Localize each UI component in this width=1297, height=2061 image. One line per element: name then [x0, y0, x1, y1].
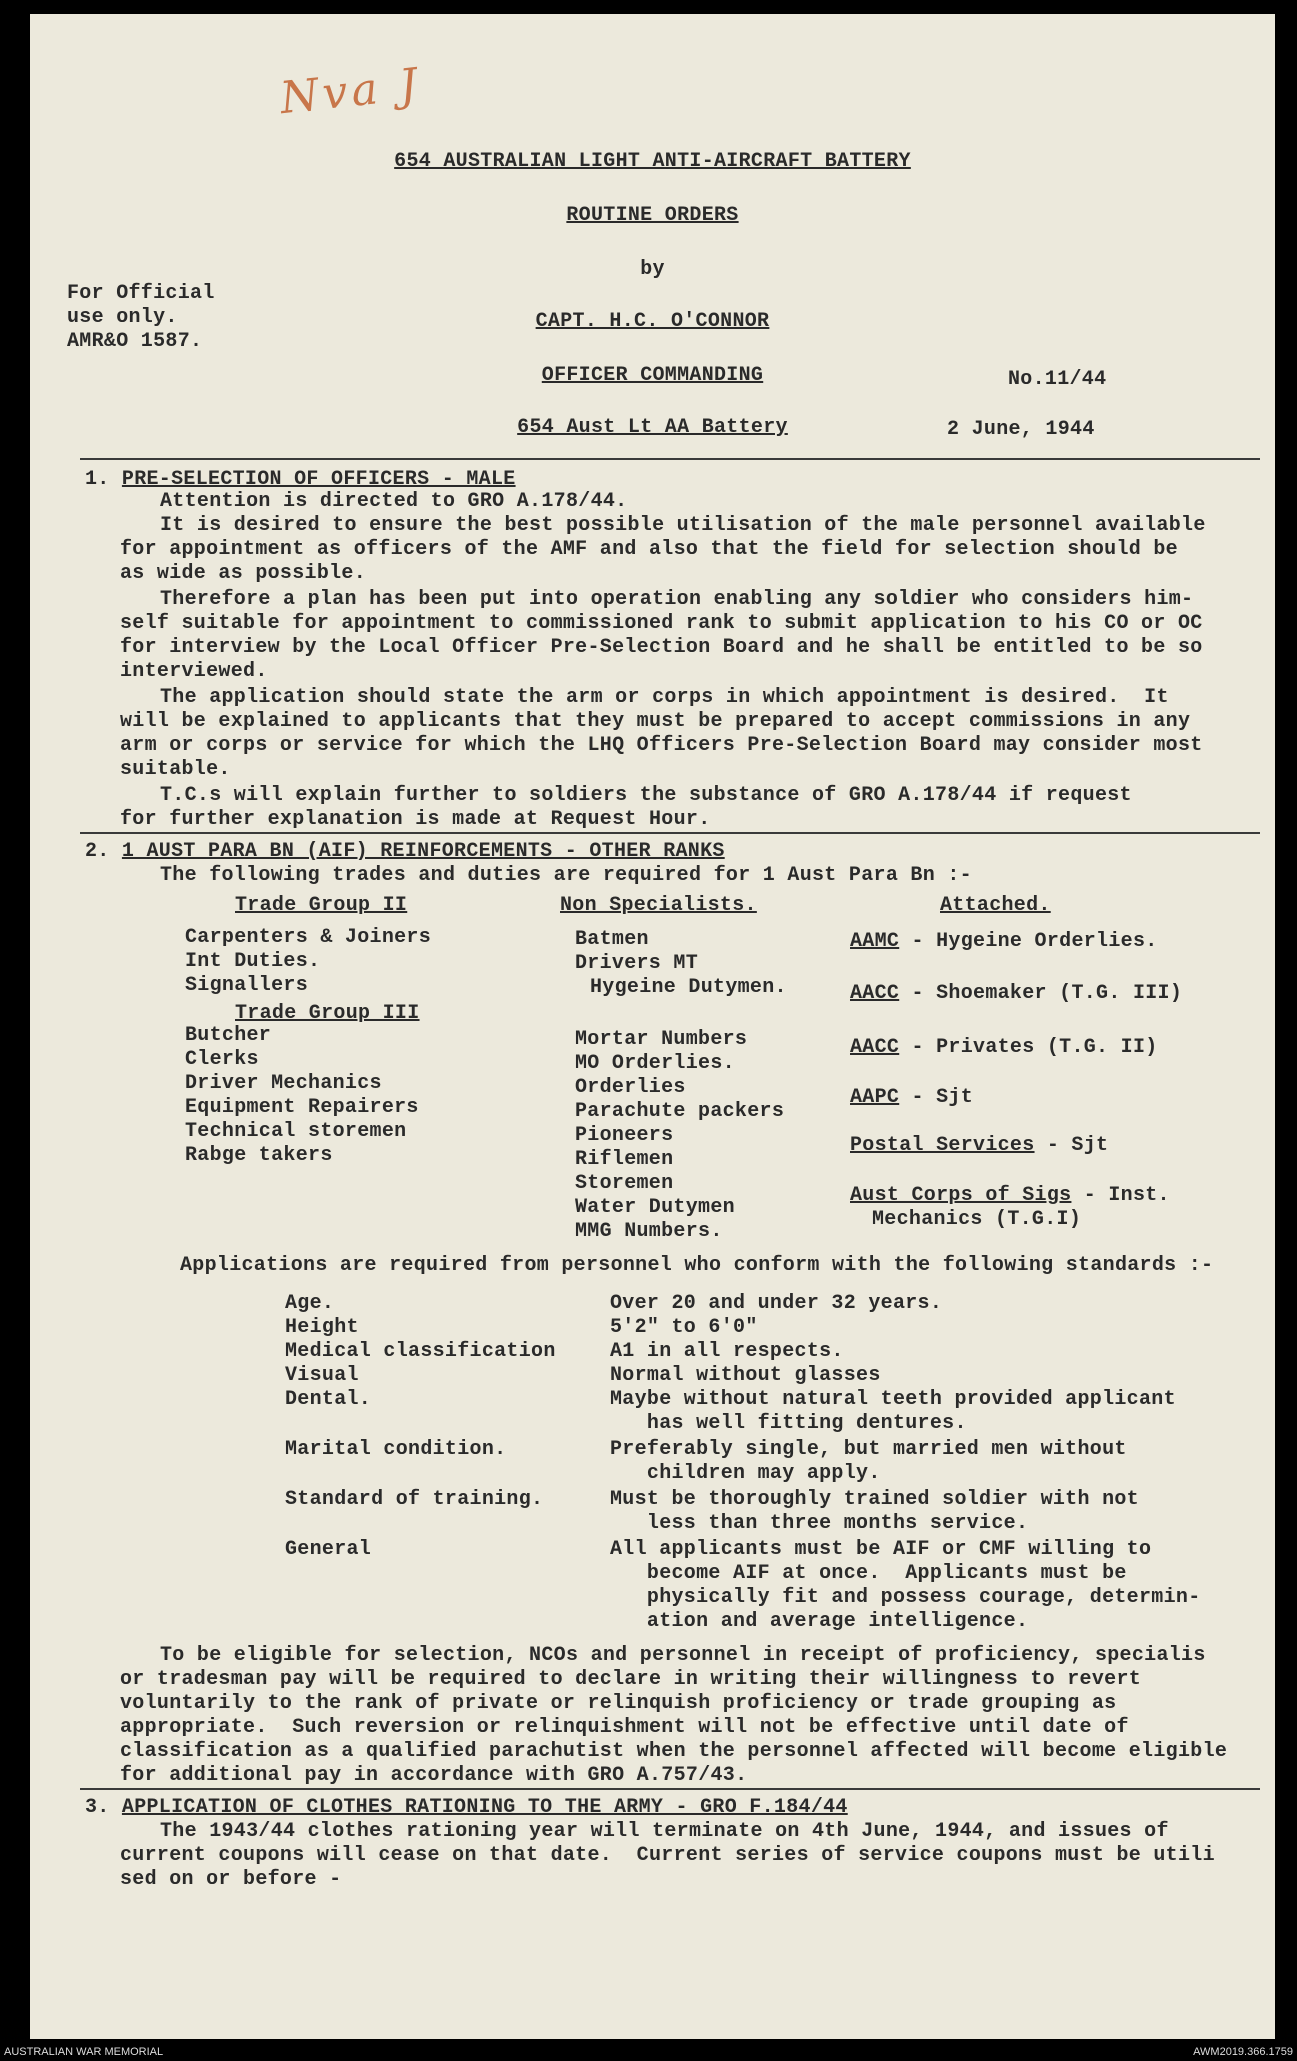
attached-desc: - Shoemaker (T.G. III) — [899, 982, 1183, 1005]
duty-item: Hygeine Dutymen. — [590, 976, 787, 999]
section-1-line: It is desired to ensure the best possible utilisation of the male personnel available — [160, 514, 1206, 537]
section-1-heading: 1. PRE-SELECTION OF OFFICERS - MALE — [85, 468, 516, 491]
divider — [80, 832, 1260, 834]
order-date: 2 June, 1944 — [947, 418, 1095, 441]
section-3-line: current coupons will cease on that date. Current series of service coupons must be utili — [120, 1844, 1215, 1867]
attached-desc: - Sjt — [1034, 1134, 1109, 1157]
attached-corps: AAMC — [850, 930, 900, 953]
standard-value: Must be thoroughly trained soldier with not — [610, 1488, 1139, 1511]
footer-credit: AUSTRALIAN WAR MEMORIAL — [4, 2046, 164, 2058]
section-2-intro: The following trades and duties are required for 1 Aust Para Bn :- — [160, 864, 972, 887]
closing-line: voluntarily to the rank of private or relinquish proficiency or trade grouping as — [120, 1692, 1117, 1715]
duty-item: Batmen — [575, 928, 649, 951]
section-1-line: T.C.s will explain further to soldiers the substance of GRO A.178/44 if request — [160, 784, 1132, 807]
section-1-line: interviewed. — [120, 660, 268, 683]
attached-desc: - Sjt — [899, 1086, 974, 1109]
attached-item — [850, 982, 1182, 1006]
section-1-line: as wide as possible. — [120, 562, 367, 585]
standard-value: ation and average intelligence. — [610, 1610, 1029, 1633]
trade-item: Clerks — [185, 1048, 259, 1071]
trade-item: Signallers — [185, 974, 309, 997]
standard-value: physically fit and possess courage, determin- — [610, 1586, 1201, 1609]
unit-title: 654 AUSTRALIAN LIGHT ANTI-AIRCRAFT BATTERY — [394, 150, 911, 173]
section-1-line: suitable. — [120, 758, 231, 781]
standard-value: has well fitting dentures. — [610, 1412, 967, 1435]
section-3-heading-text: APPLICATION OF CLOTHES RATIONING TO THE ARMY - GRO F.184/44 — [121, 1796, 848, 1819]
order-number: No.11/44 — [1008, 368, 1107, 391]
duty-item: Storemen — [575, 1172, 674, 1195]
attached-desc: - Privates (T.G. II) — [899, 1036, 1158, 1059]
duty-item: MO Orderlies. — [575, 1052, 735, 1075]
section-1-line: self suitable for appointment to commissioned rank to submit application to his CO or OC — [120, 612, 1203, 635]
attached-corps: AACC — [850, 982, 900, 1005]
duty-item: Riflemen — [575, 1148, 674, 1171]
section-1-line: arm or corps or service for which the LHQ Officers Pre-Selection Board may consider most — [120, 734, 1203, 757]
duty-item: Pioneers — [575, 1124, 674, 1147]
routine-orders-title: ROUTINE ORDERS — [566, 204, 739, 227]
section-1-line: for further explanation is made at Request Hour. — [120, 808, 711, 831]
standard-key: Visual — [285, 1364, 359, 1387]
battery-name: 654 Aust Lt AA Battery — [517, 416, 788, 439]
attached-item — [850, 930, 1158, 954]
standard-value: A1 in all respects. — [610, 1340, 844, 1363]
attached-item — [850, 1036, 1158, 1060]
standard-value: Over 20 and under 32 years. — [610, 1292, 943, 1315]
standard-value: less than three months service. — [610, 1512, 1029, 1535]
section-1-line: Therefore a plan has been put into operation enabling any soldier who considers him- — [160, 588, 1194, 611]
document-page — [30, 14, 1275, 2039]
attached-desc: - Hygeine Orderlies. — [899, 930, 1158, 953]
standard-value: become AIF at once. Applicants must be — [610, 1562, 1127, 1585]
trade-item: Carpenters & Joiners — [185, 926, 432, 949]
standard-key: Standard of training. — [285, 1488, 544, 1511]
section-1-heading-text: PRE-SELECTION OF OFFICERS - MALE — [121, 468, 516, 491]
standard-key: Medical classification — [285, 1340, 556, 1363]
section-2-heading-text: 1 AUST PARA BN (AIF) REINFORCEMENTS - OTHER RANKS — [121, 840, 725, 863]
trade-item: Butcher — [185, 1024, 272, 1047]
attached-corps: Postal Services — [850, 1134, 1035, 1157]
section-1-line: for interview by the Local Officer Pre-Selection Board and he shall be entitled to be so — [120, 636, 1203, 659]
attached-heading: Attached. — [940, 894, 1051, 917]
section-1-line: will be explained to applicants that they must be prepared to accept commissions in any — [120, 710, 1191, 733]
standards-intro: Applications are required from personnel who conform with the following standards :- — [180, 1254, 1214, 1277]
duty-item: Mortar Numbers — [575, 1028, 748, 1051]
trade-group-ii-heading: Trade Group II — [235, 894, 408, 917]
duty-item: Drivers MT — [575, 952, 699, 975]
official-use-line-3: AMR&O 1587. — [67, 330, 203, 353]
closing-line: To be eligible for selection, NCOs and personnel in receipt of proficiency, specialis — [160, 1644, 1206, 1667]
duty-item: MMG Numbers. — [575, 1220, 723, 1243]
attached-item — [850, 1184, 1170, 1208]
standard-value: 5'2" to 6'0" — [610, 1316, 758, 1339]
handwritten-note: Nva J — [277, 58, 424, 125]
closing-line: classification as a qualified parachutist when the personnel affected will become eligible — [120, 1740, 1228, 1763]
section-1-line: for appointment as officers of the AMF and also that the field for selection should be — [120, 538, 1178, 561]
attached-item — [850, 1134, 1108, 1158]
official-use-line-2: use only. — [67, 306, 178, 329]
trade-item: Technical storemen — [185, 1120, 407, 1143]
duty-item: Water Dutymen — [575, 1196, 735, 1219]
standard-value: Preferably single, but married men without — [610, 1438, 1127, 1461]
divider — [80, 1788, 1260, 1790]
section-2-heading: 2. 1 AUST PARA BN (AIF) REINFORCEMENTS - OTHER RANKS — [85, 840, 725, 863]
officer-name: CAPT. H.C. O'CONNOR — [535, 310, 770, 333]
section-1-line: The application should state the arm or corps in which appointment is desired. It — [160, 686, 1169, 709]
standard-key: Dental. — [285, 1388, 372, 1411]
standard-key: Age. — [285, 1292, 335, 1315]
standard-value: Maybe without natural teeth provided applicant — [610, 1388, 1176, 1411]
footer-reference: AWM2019.366.1759 — [1193, 2046, 1293, 2058]
standard-key: Height — [285, 1316, 359, 1339]
attached-item-cont: Mechanics (T.G.I) — [872, 1208, 1082, 1231]
duty-item: Orderlies — [575, 1076, 686, 1099]
attached-desc: - Inst. — [1071, 1184, 1170, 1207]
closing-line: or tradesman pay will be required to declare in writing their willingness to revert — [120, 1668, 1142, 1691]
divider — [80, 458, 1260, 460]
trade-group-iii-heading: Trade Group III — [235, 1002, 420, 1025]
attached-corps: Aust Corps of Sigs — [850, 1184, 1072, 1207]
trade-item: Rabge takers — [185, 1144, 333, 1167]
by-text: by — [640, 258, 665, 281]
duty-item: Parachute packers — [575, 1100, 785, 1123]
non-specialists-heading: Non Specialists. — [560, 894, 757, 917]
section-1-line: Attention is directed to GRO A.178/44. — [160, 490, 628, 513]
standard-key: General — [285, 1538, 372, 1561]
section-3-line: The 1943/44 clothes rationing year will terminate on 4th June, 1944, and issues of — [160, 1820, 1169, 1843]
trade-item: Equipment Repairers — [185, 1096, 419, 1119]
official-use-line-1: For Official — [67, 282, 215, 305]
trade-item: Driver Mechanics — [185, 1072, 382, 1095]
standard-value: children may apply. — [610, 1462, 881, 1485]
section-3-heading: 3. APPLICATION OF CLOTHES RATIONING TO THE ARMY - GRO F.184/44 — [85, 1796, 848, 1819]
trade-item: Int Duties. — [185, 950, 321, 973]
standard-value: Normal without glasses — [610, 1364, 881, 1387]
attached-corps: AACC — [850, 1036, 900, 1059]
closing-line: for additional pay in accordance with GRO A.757/43. — [120, 1764, 748, 1787]
closing-line: appropriate. Such reversion or relinquishment will not be effective until date of — [120, 1716, 1129, 1739]
attached-corps: AAPC — [850, 1086, 900, 1109]
standard-value: All applicants must be AIF or CMF willing to — [610, 1538, 1152, 1561]
section-3-line: sed on or before - — [120, 1868, 342, 1891]
attached-item — [850, 1086, 973, 1110]
officer-role: OFFICER COMMANDING — [541, 364, 764, 387]
standard-key: Marital condition. — [285, 1438, 507, 1461]
